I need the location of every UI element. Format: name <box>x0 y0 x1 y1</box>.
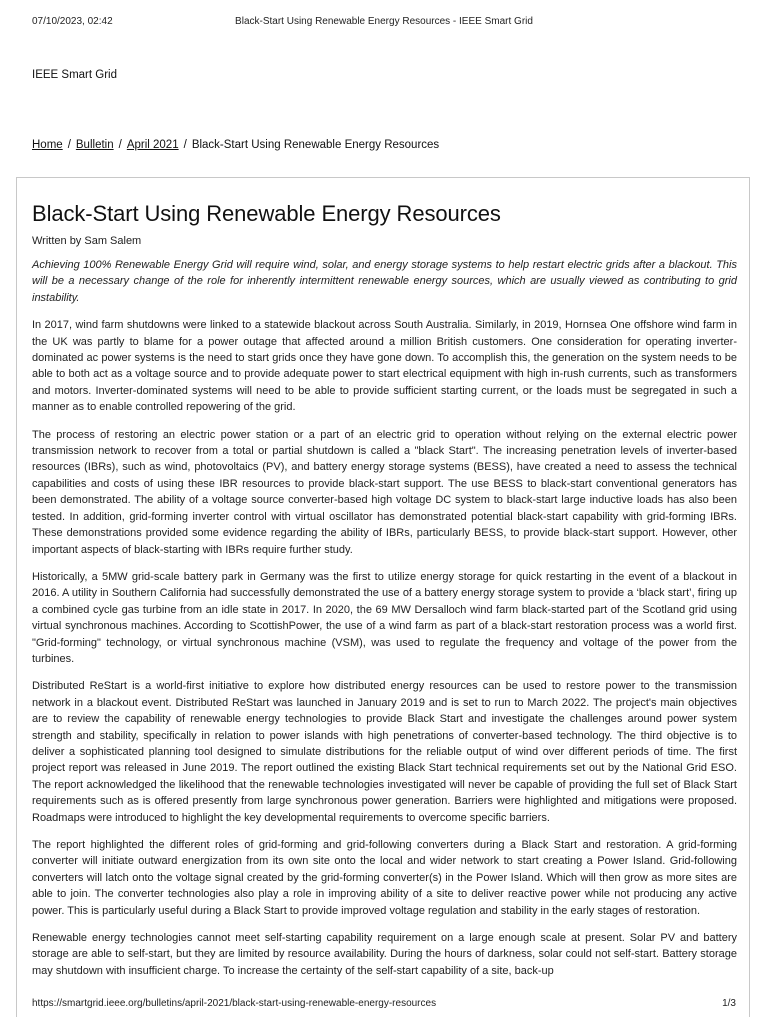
breadcrumb-separator: / <box>118 139 122 151</box>
article-byline: Written by Sam Salem <box>32 235 142 247</box>
breadcrumb-home-link[interactable]: Home <box>32 139 63 151</box>
article-paragraph: Historically, a 5MW grid-scale battery park in Germany was the first to utilize energy storage for quick restarting in the event of a blackout in 2016. A utility in Southern California had successfully demonstrated the use of a battery energy storage system to provide a ‘black start’, firing up a combined cycle gas turbine from an idle state in 2017. In 2020, the 69 MW Dersalloch wind farm black-started part of the Scotland grid using virtual synchronous machines. According to ScottishPower, the use of a wind farm as part of a black-start restoration process was a world first. "Grid-forming" technology, or virtual synchronous machine (VSM), was used to regulate the frequency and voltage of the power from the turbines. <box>32 570 737 665</box>
breadcrumb-bulletin-link[interactable]: Bulletin <box>75 139 114 151</box>
print-url: https://smartgrid.ieee.org/bulletins/april-2021/black-start-using-renewable-energy-resources <box>32 998 437 1009</box>
breadcrumb-issue-link[interactable]: April 2021 <box>126 139 179 151</box>
print-footer <box>32 998 736 1012</box>
site-name[interactable]: IEEE Smart Grid <box>32 69 117 81</box>
article-title: Black-Start Using Renewable Energy Resources <box>32 201 501 226</box>
breadcrumb-separator: / <box>183 139 187 151</box>
article-paragraph: Renewable energy technologies cannot meet self-starting capability requirement on a large enough scale at present. Solar PV and battery storage are able to self-start, but they are limited by resource availability. During the hours of darkness, solar could not self-start. Battery storage may shutdown with insufficient charge. To increase the certainty of the self-start capability of a site, back-up <box>32 932 737 977</box>
article-lead: Achieving 100% Renewable Energy Grid will require wind, solar, and energy storage systems to help restart electric grids after a blackout. This will be a necessary change of the role for inherently intermittent renewable energy sources, which are usually viewed as contributing to grid instability. <box>32 259 737 304</box>
article-body <box>32 200 737 990</box>
breadcrumb <box>32 139 439 151</box>
article-paragraph: The report highlighted the different roles of grid-forming and grid-following converters during a Black Start and restoration. A grid-forming converter will initiate outward energization from its own site onto the local and wider network to start creating a Power Island. Grid-following converters will latch onto the voltage signal created by the grid-forming converter(s) in the Power Island. Which will then grow as more sites are able to join. The converter technologies also play a role in improving ability of a site to deliver reactive power while not producing any active power. This is particularly useful during a Black Start to provide improved voltage regulation and stability in the early stages of restoration. <box>32 839 737 917</box>
article-card <box>16 177 750 1017</box>
print-header <box>32 16 736 30</box>
breadcrumb-separator: / <box>67 139 71 151</box>
breadcrumb-current: Black-Start Using Renewable Energy Resources <box>191 139 440 151</box>
print-date: 07/10/2023, 02:42 <box>32 16 113 27</box>
print-page-number: 1/3 <box>722 998 736 1009</box>
print-page-title: Black-Start Using Renewable Energy Resources - IEEE Smart Grid <box>235 16 533 27</box>
article-paragraph: The process of restoring an electric power station or a part of an electric grid to operation without relying on the external electric power transmission network to recover from a total or partial shutdown is called a "black Start". The increasing penetration levels of inverter-based resources (IBRs), such as wind, photovoltaics (PV), and battery energy storage systems (BESS), have created a need to assess the technical capabilities and costs of using these IBR resources to provide black-start support. The use BESS to black-start conventional generators has been demonstrated. The ability of a voltage source converter-based high voltage DC system to black-start large inductive loads has also been tested. In addition, grid-forming inverter control with virtual oscillator has demonstrated potential black-start capability with grid-forming IBRs. These demonstrations provided some evidence regarding the ability of IBRs, particularly BESS, to provide black-start support. However, other important aspects of black-starting with IBRs require further study. <box>32 428 737 556</box>
article-paragraph: Distributed ReStart is a world-first initiative to explore how distributed energy resources can be used to restore power to the transmission network in a blackout event. Distributed ReStart was launched in January 2019 and is set to run to March 2022. The project's main objectives are to review the capability of renewable energy technologies to provide Black Start and investigate the challenges around power system strength and stability, specifically in relation to power islands with high penetrations of converter-based technology. The third objective is to deliver a sophisticated planning tool designed to simulate distributions for the reliable output of wind over different periods of time. The first project report was released in June 2019. The report outlined the existing Black Start technical requirements set out by the National Grid ESO. The report acknowledged the likelihood that the renewable technologies investigated will never be capable of providing the full set of Black Start requirements such as is offered presently from large synchronous power generation. Barriers were highlighted and mitigations were proposed. Roadmaps were introduced to highlight the key developmental requirements to overcome specific barriers. <box>32 680 737 824</box>
article-paragraph: In 2017, wind farm shutdowns were linked to a statewide blackout across South Australia. Similarly, in 2019, Hornsea One offshore wind farm in the UK was partly to blame for a power outage that affected around a million British customers. One consideration for operating inverter-dominated ac power systems is the need to start grids once they have gone down. To accomplish this, the generation on the system needs to be able to both act as a voltage source and to provide adequate power to start electrical equipment with high in-rush currents, such as transformers and motors. Inverter-dominated systems will need to be able to provide sufficient starting current, or the loads must be segregated in such a manner as to enable controlled repowering of the grid. <box>32 319 737 414</box>
